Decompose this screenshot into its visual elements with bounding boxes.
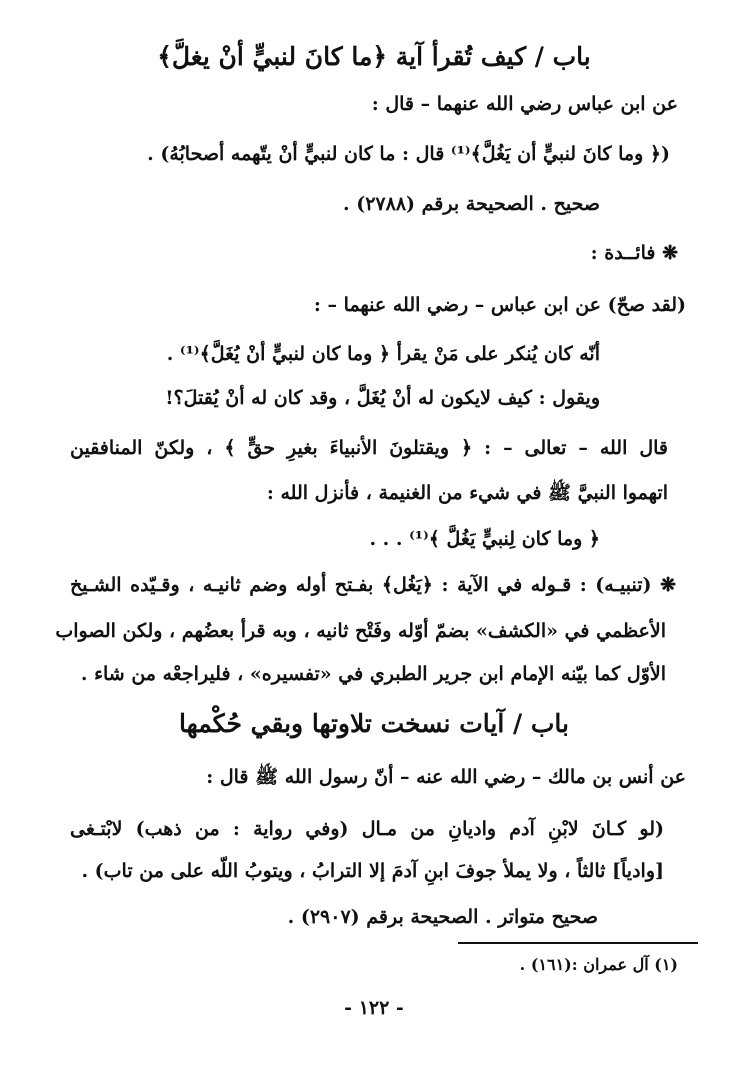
- benefit-line: قال الله – تعالى – : ﴿ ويقتلونَ الأنبياءَ بغيرِ حقٍّ ﴾ ، ولكنّ المنافقين: [70, 437, 668, 459]
- benefit-line: أنّه كان يُنكر على مَنْ يقرأ ﴿ وما كان لنبيٍّ أنْ يُغَلَّ﴾⁽¹⁾ .: [166, 343, 600, 365]
- page-number: - ١٢٢ -: [344, 997, 404, 1019]
- chapter-title-abrogated: باب / آيات نسخت تلاوتها وبقي حُكْمها: [179, 709, 569, 738]
- hadith-grading: صحيح متواتر . الصحيحة برقم (٢٩٠٧) .: [287, 906, 598, 928]
- narration-intro: عن ابن عباس رضي الله عنهما – قال :: [371, 93, 678, 115]
- footnote: (١) آل عمران :(١٦١) .: [519, 955, 678, 974]
- narration-intro: عن أنس بن مالك – رضي الله عنه – أنّ رسول الله ﷺ قال :: [206, 766, 686, 788]
- benefit-line: (لقد صحّ) عن ابن عباس – رضي الله عنهما – :: [313, 294, 686, 316]
- note-line: الأوّل كما بيّنه الإمام ابن جرير الطبري في «تفسيره» ، فليراجعْه من شاء .: [80, 663, 666, 685]
- note-line: الأعظمي في «الكشف» بضمّ أوّله وفَتْح ثانيه ، وبه قرأ بعضُهم ، ولكن الصواب: [55, 620, 666, 642]
- note-line: ❋ (تنبيـه) : قـوله في الآية : ﴿يَغُل﴾ بفـتح أوله وضم ثانيـه ، وقـيّده الشـيخ: [70, 574, 676, 596]
- chapter-title-recitation: باب / كيف تُقرأ آية ﴿ما كانَ لنبيٍّ أنْ يغلَّ﴾: [157, 42, 591, 71]
- benefit-heading: ❋ فائــدة :: [590, 242, 678, 264]
- hadith-text: (لو كـانَ لابْنِ آدم واديانِ من مـال (وفي رواية : من ذهب) لابْتـغى: [70, 818, 664, 840]
- footnote-divider: [458, 942, 698, 944]
- hadith-text: [وادياً] ثالثاً ، ولا يملأ جوفَ ابنِ آدمَ إلا الترابُ ، ويتوبُ اللّه على من تاب) .: [81, 860, 664, 882]
- hadith-text: (﴿ وما كانَ لنبيٍّ أن يَغُلَّ﴾⁽¹⁾ قال : ما كان لنبيٍّ أنْ يتّهمه أصحابُهُ) .: [147, 143, 670, 165]
- benefit-line: ﴿ وما كان لِنبيٍّ يَغُلَّ ﴾⁽¹⁾ . . .: [369, 528, 600, 550]
- hadith-grading: صحيح . الصحيحة برقم (٢٧٨٨) .: [342, 193, 600, 215]
- benefit-line: اتهموا النبيَّ ﷺ في شيء من الغنيمة ، فأنزل الله :: [266, 482, 668, 504]
- benefit-line: ويقول : كيف لايكون له أنْ يُغَلَّ ، وقد كان له أنْ يُقتلَ؟!: [165, 387, 600, 409]
